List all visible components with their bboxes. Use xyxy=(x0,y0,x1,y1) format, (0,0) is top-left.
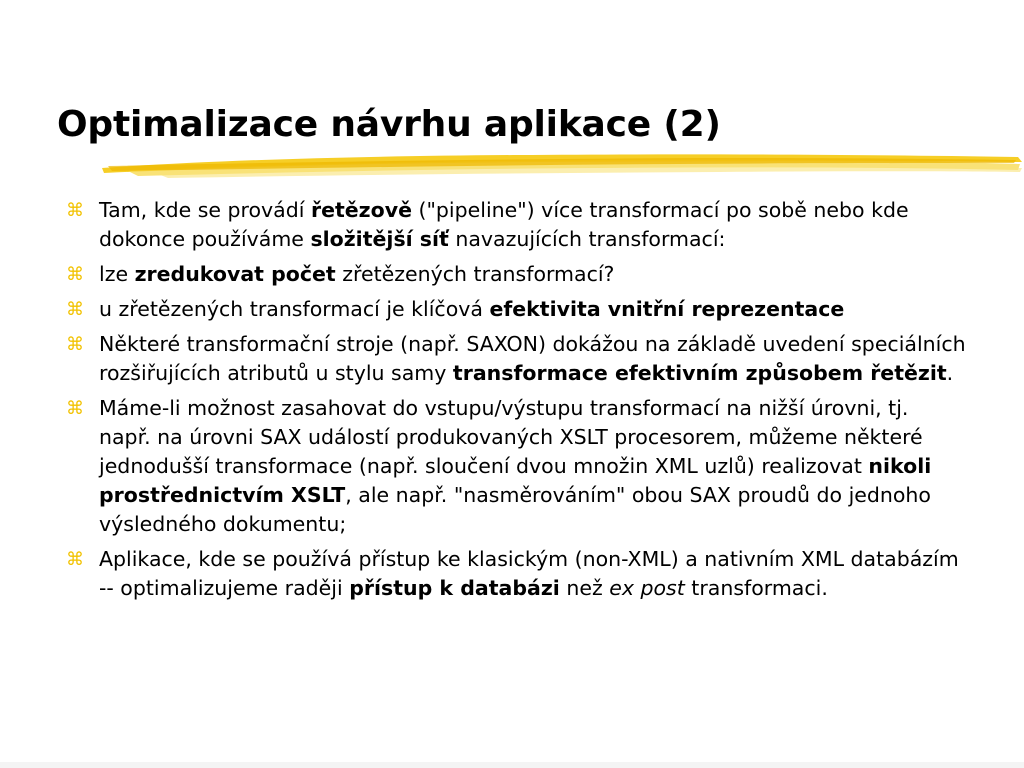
list-item xyxy=(66,260,966,289)
bullet-text: Aplikace, kde se používá přístup ke klasickým (non-XML) a nativním XML databázím -- optimalizujeme raději xyxy=(99,547,959,600)
bullet-text: u zřetězených transformací je klíčová xyxy=(99,297,490,321)
bullet-italic-text: ex post xyxy=(609,576,685,600)
bullet-text: zřetězených transformací? xyxy=(335,262,615,286)
bullet-bold-text: řetězově xyxy=(310,198,412,222)
bullet-text: Máme-li možnost zasahovat do vstupu/výstupu transformací na nižší úrovni, tj. např. na úrovni SAX událostí produkovaných XSLT procesorem, můžeme některé jednodušší transformace (např. sloučení dvou množin XML uzlů) realizovat xyxy=(99,396,923,478)
bullet-bold-text: nikoli prostřednictvím XSLT xyxy=(99,454,932,507)
bullet-text: navazujících transformací: xyxy=(448,227,726,251)
command-bullet-icon: ⌘ xyxy=(66,200,84,221)
list-item xyxy=(66,330,966,388)
bullet-text: transformaci. xyxy=(684,576,828,600)
slide-title: Optimalizace návrhu aplikace (2) xyxy=(57,104,721,145)
list-item xyxy=(66,295,966,324)
title-underline-brushstroke xyxy=(98,146,1024,186)
bullet-text: než xyxy=(559,576,610,600)
bullet-bold-text: přístup k databázi xyxy=(349,576,560,600)
bullet-list xyxy=(66,196,966,609)
command-bullet-icon: ⌘ xyxy=(66,549,84,570)
bullet-bold-text: složitější síť xyxy=(310,227,449,251)
bullet-text: , ale např. "nasměrováním" obou SAX proudů do jednoho výsledného dokumentu; xyxy=(99,483,931,536)
list-item xyxy=(66,196,966,254)
list-item xyxy=(66,545,966,603)
bullet-bold-text: efektivita vnitřní reprezentace xyxy=(489,297,845,321)
bullet-bold-text: transformace efektivním způsobem řetězit xyxy=(452,361,947,385)
list-item xyxy=(66,394,966,539)
bullet-text: lze xyxy=(99,262,135,286)
bullet-text: . xyxy=(946,361,954,385)
command-bullet-icon: ⌘ xyxy=(66,334,84,355)
command-bullet-icon: ⌘ xyxy=(66,299,84,320)
command-bullet-icon: ⌘ xyxy=(66,264,84,285)
bullet-bold-text: zredukovat počet xyxy=(134,262,336,286)
bottom-divider xyxy=(0,762,1024,768)
bullet-text: Některé transformační stroje (např. SAXON) dokážou na základě uvedení speciálních rozšiřujících atributů u stylu samy xyxy=(99,332,966,385)
command-bullet-icon: ⌘ xyxy=(66,398,84,419)
bullet-text: Tam, kde se provádí xyxy=(99,198,311,222)
bullet-text: ("pipeline") více transformací po sobě nebo kde dokonce používáme xyxy=(99,198,909,251)
